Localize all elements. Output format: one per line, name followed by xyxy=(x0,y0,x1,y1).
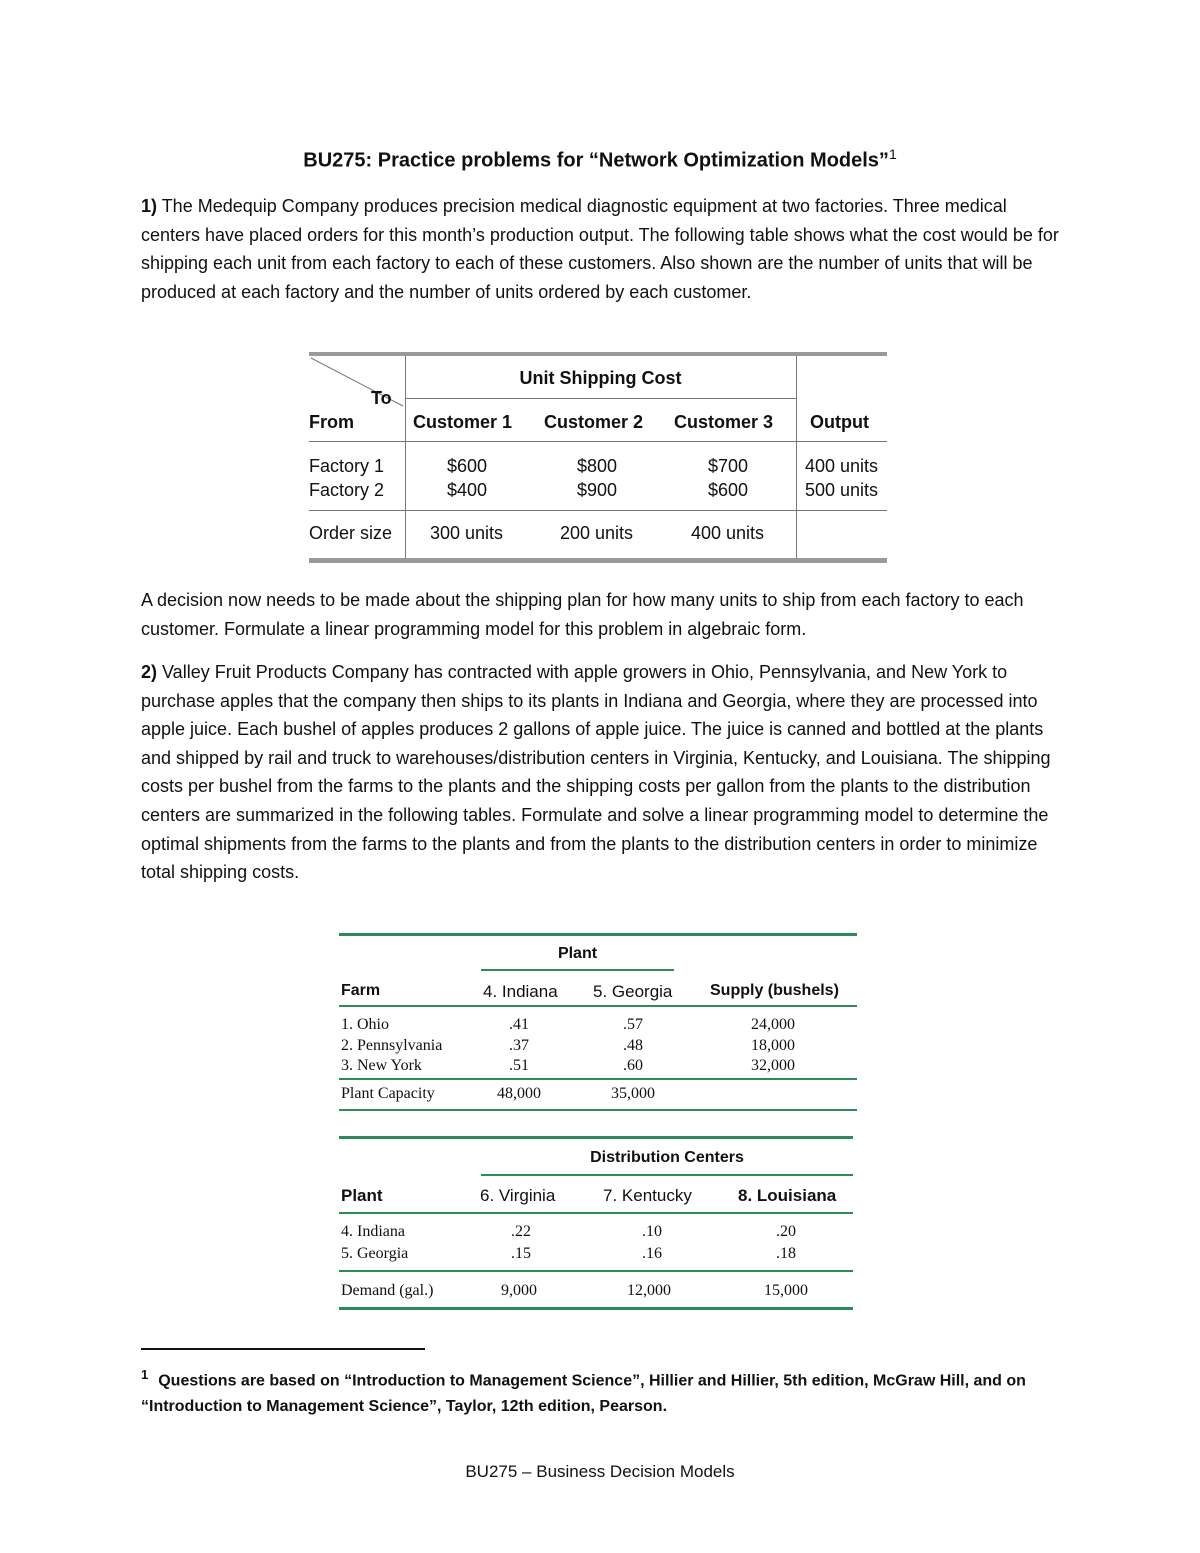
row-label: Factory 2 xyxy=(309,480,385,500)
header-rule xyxy=(339,1005,857,1007)
supply-cell: 24,000 xyxy=(751,1016,795,1033)
problem-1-followup: A decision now needs to be made about the shipping plan for how many units to ship from each factory to each customer. Formulate a linear programming model for this problem in algebraic form. xyxy=(141,590,1024,639)
table-cell: .57 xyxy=(623,1016,643,1033)
capacity-cell: 35,000 xyxy=(611,1085,655,1102)
column-header: 5. Georgia xyxy=(593,982,673,1001)
table-cell: $400 xyxy=(447,480,488,500)
row-header: Plant xyxy=(341,1186,383,1205)
table-divider xyxy=(796,356,797,558)
demand-cell: 9,000 xyxy=(501,1282,537,1299)
row-label: 2. Pennsylvania xyxy=(341,1037,443,1054)
footnote-separator xyxy=(141,1348,425,1350)
table-cell: .15 xyxy=(511,1245,531,1262)
table-cell: .60 xyxy=(623,1057,643,1074)
table-cell: .37 xyxy=(509,1037,529,1054)
order-size-label: Order size xyxy=(309,523,393,543)
from-label: From xyxy=(309,412,354,432)
problem-2-text: Valley Fruit Products Company has contracted with apple growers in Ohio, Pennsylvania, and New York to purchase apples that the company then ships to its plants in Indiana and Georgia, where they are processed into apple juice. Each bushel of apples produces 2 gallons of apple juice. The juice is canned and bottled at the plants and shipped by rail and truck to warehouses/distribution centers in Virginia, Kentucky, and Louisiana. The shipping costs per bushel from the farms to the plants and the shipping costs per gallon from the plants to the distribution centers are summarized in the following tables. Formulate and solve a linear programming model to determine the optimal shipments from the farms to the plants and from the plants to the distribution centers in order to minimize total shipping costs. xyxy=(141,662,1051,883)
page-title xyxy=(0,146,1200,173)
table-cell: $700 xyxy=(708,456,749,476)
row-label: 3. New York xyxy=(341,1057,422,1074)
capacity-cell: 48,000 xyxy=(497,1085,541,1102)
supply-cell: 18,000 xyxy=(751,1037,795,1054)
order-size-cell: 400 units xyxy=(691,523,765,543)
row-header: Farm xyxy=(341,982,381,999)
column-header: 4. Indiana xyxy=(483,982,558,1001)
row-label: Factory 1 xyxy=(309,456,385,476)
table-cell: .51 xyxy=(509,1057,529,1074)
unit-shipping-cost-table xyxy=(309,352,887,564)
order-size-cell: 300 units xyxy=(430,523,504,543)
problem-2-number: 2) xyxy=(141,662,158,682)
header-rule xyxy=(339,1212,853,1214)
title-footnote-marker: 1 xyxy=(888,146,897,162)
column-header: Customer 1 xyxy=(413,412,513,432)
column-header: 7. Kentucky xyxy=(603,1186,692,1205)
column-header: Customer 3 xyxy=(674,412,774,432)
page-footer: BU275 – Business Decision Models xyxy=(465,1462,735,1481)
demand-cell: 15,000 xyxy=(764,1282,808,1299)
output-cell: 400 units xyxy=(805,456,879,476)
group-header: Distribution Centers xyxy=(590,1149,744,1166)
row-label: 4. Indiana xyxy=(341,1223,405,1240)
table-cell: $800 xyxy=(577,456,618,476)
table-top-rule xyxy=(339,933,857,936)
table-top-rule xyxy=(339,1136,853,1139)
capacity-label: Plant Capacity xyxy=(341,1085,435,1102)
table-cell: .18 xyxy=(776,1245,796,1262)
footnote-text: Questions are based on “Introduction to Management Science”, Hillier and Hillier, 5th edition, McGraw Hill, and on “Introduction to Management Science”, Taylor, 12th edition, Pearson. xyxy=(141,1372,1026,1416)
footnote xyxy=(141,1362,1071,1420)
footnote-marker: 1 xyxy=(141,1367,149,1382)
row-label: 1. Ohio xyxy=(341,1016,389,1033)
column-header: 6. Virginia xyxy=(480,1186,556,1205)
title-text: BU275: Practice problems for “Network Optimization Models” xyxy=(303,149,889,172)
problem-1-number: 1) xyxy=(141,196,158,216)
group-header: Plant xyxy=(557,945,598,962)
demand-cell: 12,000 xyxy=(627,1282,671,1299)
table-divider xyxy=(309,441,887,442)
problem-1-text: The Medequip Company produces precision medical diagnostic equipment at two factories. Three medical centers have placed orders for this month’s production output. The following table shows what the cost would be for shipping each unit from each factory to each of these customers. Also shown are the number of units that will be produced at each factory and the number of units ordered by each customer. xyxy=(141,196,1059,302)
farm-to-plant-table xyxy=(339,933,857,1113)
demand-label: Demand (gal.) xyxy=(341,1282,434,1299)
supply-header: Supply (bushels) xyxy=(710,982,839,999)
table-cell: $900 xyxy=(577,480,618,500)
column-header: 8. Louisiana xyxy=(738,1186,837,1205)
table-bottom-rule xyxy=(339,1307,853,1310)
total-rule xyxy=(339,1078,857,1080)
supply-cell: 32,000 xyxy=(751,1057,795,1074)
table-cell: $600 xyxy=(447,456,488,476)
table-cell: .20 xyxy=(776,1223,796,1240)
row-label: 5. Georgia xyxy=(341,1245,409,1262)
to-label: To xyxy=(371,388,392,408)
table-divider xyxy=(405,398,796,399)
table-divider xyxy=(309,510,887,511)
table-cell: .10 xyxy=(642,1223,662,1240)
table-cell: $600 xyxy=(708,480,749,500)
table-cell: .16 xyxy=(642,1245,662,1262)
group-header-rule xyxy=(481,1174,853,1176)
total-rule xyxy=(339,1270,853,1272)
plant-to-distribution-table xyxy=(339,1136,853,1312)
problem-1-paragraph xyxy=(141,192,1061,306)
problem-2-paragraph xyxy=(141,658,1061,887)
table-cell: .48 xyxy=(623,1037,643,1054)
order-size-cell: 200 units xyxy=(560,523,634,543)
table-bottom-rule xyxy=(309,558,887,563)
table-cell: .22 xyxy=(511,1223,531,1240)
table-cell: .41 xyxy=(509,1016,529,1033)
group-header-rule xyxy=(481,969,674,971)
table-bottom-rule xyxy=(339,1109,857,1111)
group-header: Unit Shipping Cost xyxy=(519,368,682,388)
column-header: Customer 2 xyxy=(544,412,644,432)
output-header: Output xyxy=(810,412,869,432)
output-cell: 500 units xyxy=(805,480,879,500)
